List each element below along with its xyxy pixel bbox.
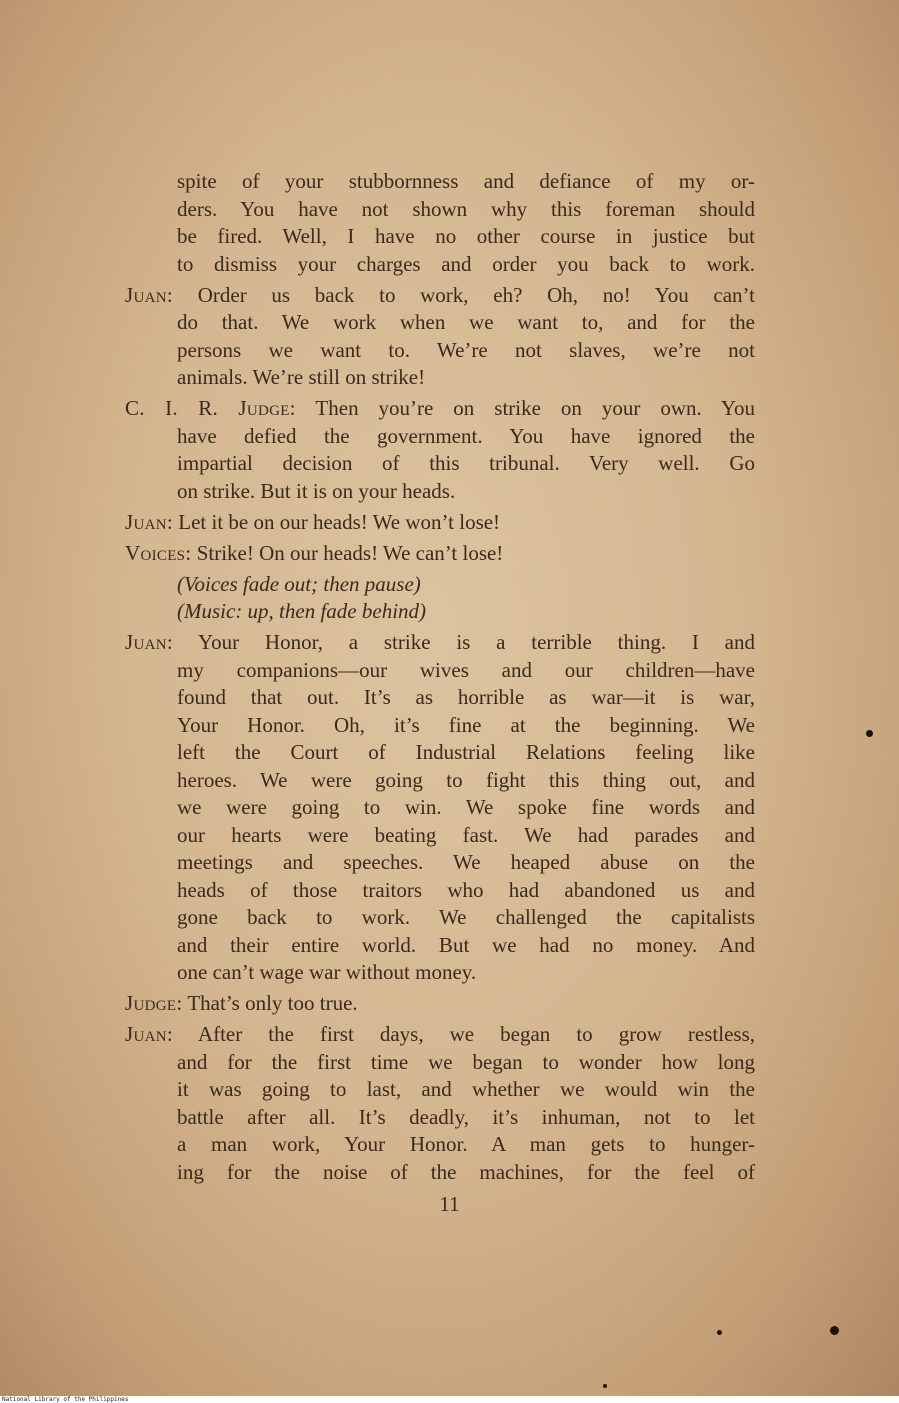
- text-line: on strike. But it is on your heads.: [177, 478, 456, 503]
- speaker-name: Juan:: [125, 1022, 174, 1046]
- text-line: heroes. We were going to fight this thing out, and: [177, 767, 755, 792]
- speaker-name: Juan:: [125, 630, 174, 654]
- text-line: a man work, Your Honor. A man gets to hunger-: [177, 1132, 755, 1156]
- speaker-name: Juan:: [125, 509, 174, 534]
- text-line: heads of those traitors who had abandoned us and: [177, 877, 755, 902]
- speaker-name: Juan:: [125, 282, 174, 307]
- speaker-line: Juan: After the first days, we began to grow restless,: [125, 1022, 755, 1046]
- text-line: found that out. It’s as horrible as war—it is war,: [177, 685, 755, 709]
- text-line: impartial decision of this tribunal. Very well. Go: [177, 451, 755, 475]
- text-line: Your Honor. Oh, it’s fine at the beginning. We: [177, 712, 755, 737]
- text-line: meetings and speeches. We heaped abuse on the: [177, 850, 755, 874]
- speaker-line: Juan: Your Honor, a strike is a terrible thing. I and: [125, 630, 755, 654]
- text-line: animals. We’re still on strike!: [177, 365, 426, 389]
- text-line: it was going to last, and whether we would win the: [177, 1077, 755, 1101]
- text-line: battle after all. It’s deadly, it’s inhuman, not to let: [177, 1104, 755, 1129]
- text-line: our hearts were beating fast. We had parades and: [177, 822, 755, 847]
- dialogue-text: [125, 168, 755, 1186]
- page-number: 11: [439, 1192, 460, 1216]
- text-line: and for the first time we began to wonder how long: [177, 1049, 755, 1074]
- ink-speck: [717, 1330, 722, 1335]
- stage-direction: (Music: up, then fade behind): [177, 599, 427, 623]
- text-line: ing for the noise of the machines, for the feel of: [177, 1159, 755, 1184]
- speaker-name: Voices:: [125, 540, 192, 565]
- speaker-line: Juan: Order us back to work, eh? Oh, no! You can’t: [125, 282, 755, 307]
- text-line: persons we want to. We’re not slaves, we’re not: [177, 337, 755, 362]
- footer-credit: National Library of the Philippines: [0, 1396, 899, 1403]
- text-line: and their entire world. But we had no money. And: [177, 932, 755, 957]
- text-line: have defied the government. You have ignored the: [177, 423, 755, 448]
- speaker-line: C. I. R. Judge: Then you’re on strike on your own. You: [125, 396, 755, 420]
- text-line: one can’t wage war without money.: [177, 960, 477, 984]
- ink-speck: [603, 1384, 607, 1388]
- text-line: to dismiss your charges and order you back to work.: [177, 251, 755, 276]
- text-line: do that. We work when we want to, and for the: [177, 310, 755, 334]
- stage-direction: (Voices fade out; then pause): [177, 571, 421, 596]
- text-line: gone back to work. We challenged the capitalists: [177, 905, 755, 929]
- text-line: spite of your stubbornness and defiance of my or-: [177, 169, 755, 193]
- speaker-name: C. I. R. Judge:: [125, 396, 296, 420]
- text-line: be fired. Well, I have no other course in justice but: [177, 224, 755, 248]
- text-line: left the Court of Industrial Relations feeling like: [177, 740, 755, 764]
- speaker-line: Judge: That’s only too true.: [125, 991, 358, 1015]
- speaker-line: Juan: Let it be on our heads! We won’t lose!: [125, 509, 501, 534]
- speaker-name: Judge:: [125, 991, 183, 1015]
- text-line: my companions—our wives and our children—have: [177, 657, 755, 682]
- ink-speck: [866, 730, 873, 737]
- text-line: we were going to win. We spoke fine words and: [177, 795, 755, 819]
- ink-speck: [830, 1326, 839, 1335]
- text-line: ders. You have not shown why this foreman should: [177, 196, 755, 221]
- speaker-line: Voices: Strike! On our heads! We can’t lose!: [125, 540, 504, 565]
